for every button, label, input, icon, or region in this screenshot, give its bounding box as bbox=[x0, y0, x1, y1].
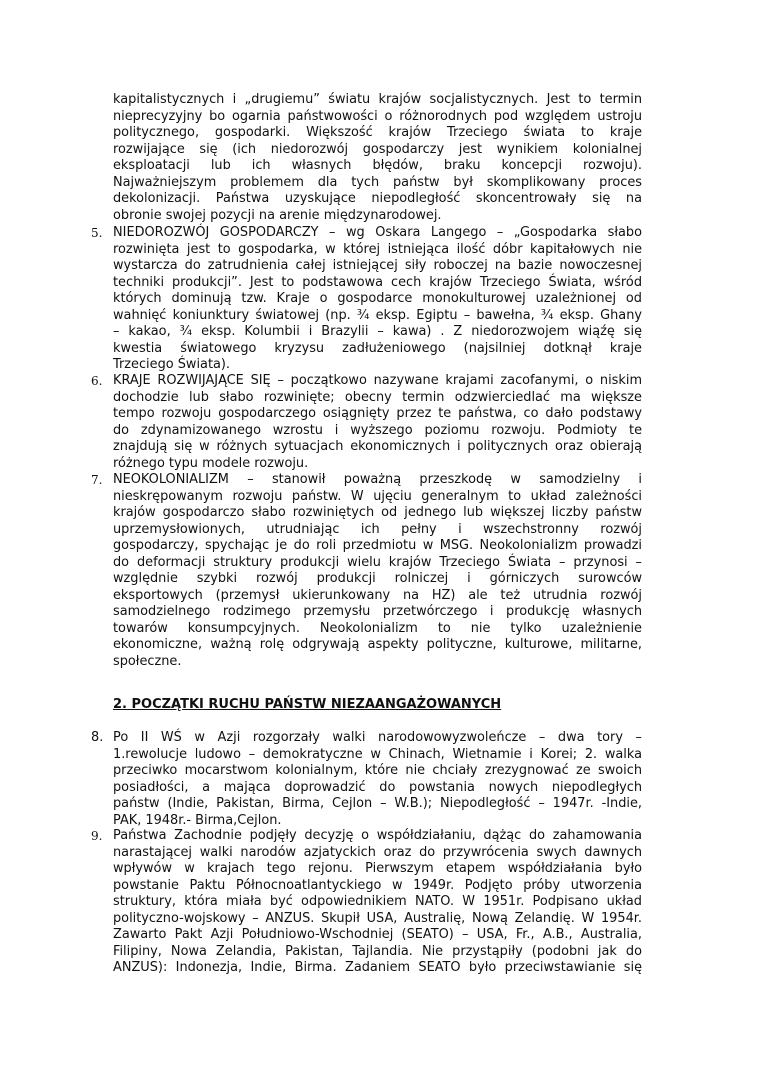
text-line: politycznego, gospodarki. Większość krajów Trzeciego świata to kraje bbox=[113, 125, 642, 140]
list-item-6 bbox=[91, 373, 642, 472]
text-line: KRAJE ROZWIJAJĄCE SIĘ – początkowo nazywane krajami zacofanymi, o niskim bbox=[113, 373, 642, 388]
text-line: kwestia światowego kryzysu zadłużeniowego (najsilniej dotknął kraje bbox=[113, 340, 642, 356]
text-line: powstanie Paktu Północnoatlantyckiego w 1949r. Podjęto próby utworzenia bbox=[113, 877, 642, 893]
text-line: różnego typu modele rozwoju. bbox=[113, 455, 309, 471]
text-line: tempo rozwoju gospodarczego osiągnięty przez te państwa, co dało podstawy bbox=[113, 406, 642, 421]
text-line: dekolonizacji. Państwa uzyskujące niepodległość skoncentrowały się na bbox=[113, 191, 642, 206]
list-item-8 bbox=[91, 730, 642, 829]
list-number: 8. bbox=[91, 730, 104, 745]
list-item-5 bbox=[91, 225, 642, 374]
section-heading: 2. POCZĄTKI RUCHU PAŃSTW NIEZAANGAŻOWANYCH bbox=[113, 697, 502, 712]
text-line: Najważniejszym problemem dla tych państw był skomplikowany proces bbox=[113, 174, 642, 190]
text-line: wahnięć koniunktury światowej (np. ¾ eksp. Egiptu – bawełna, ¾ eksp. Ghany bbox=[113, 307, 642, 323]
list-item-7 bbox=[91, 472, 642, 670]
text-line: Filipiny, Nowa Zelandia, Pakistan, Tajlandia. Nie przystąpiły (podobni jak do bbox=[113, 943, 642, 959]
text-line: polityczno-wojskowy – ANZUS. Skupił USA, Australię, Nową Zelandię. W 1954r. bbox=[113, 910, 642, 926]
text-line: posiadłości, a mająca doprowadzić do powstania nowych niepodległych bbox=[113, 779, 642, 795]
text-line: towarów konsumpcyjnych. Neokolonializm to nie tylko uzależnienie bbox=[113, 620, 642, 636]
text-line: Zawarto Pakt Azji Południowo-Wschodniej (SEATO) – USA, Fr., A.B., Australia, bbox=[113, 927, 642, 942]
text-line: przeciwko mocarstwom kolonialnym, które nie chciały zrezygnować ze swoich bbox=[113, 763, 642, 778]
text-line: wpływów w krajach tego rejonu. Pierwszym etapem współdziałania było bbox=[113, 861, 642, 876]
text-line: uprzemysłowionych, utrudniając ich pełny i wszechstronny rozwój bbox=[113, 521, 642, 537]
text-line: społeczne. bbox=[113, 653, 182, 669]
text-line: znajdują się w różnych sytuacjach ekonomicznych i politycznych oraz obierają bbox=[113, 439, 642, 454]
list-number: 5. bbox=[91, 226, 103, 240]
text-line: dochodzie lub słabo rozwinięte; obecny termin odzwierciedlać ma większe bbox=[113, 389, 642, 405]
text-line: eksportowych (przemysł ukierunkowany na HZ) ale też utrudnia rozwój bbox=[113, 587, 642, 603]
text-line: NEOKOLONIALIZM – stanowił poważną przeszkodę w samodzielny i bbox=[113, 472, 642, 487]
text-line: wystarcza do zatrudnienia całej istniejącej siły roboczej na bazie nowoczesnej bbox=[113, 258, 642, 273]
text-line: techniki produkcji”. Jest to podstawowa cech krajów Trzeciego Świata, wśród bbox=[113, 274, 642, 290]
text-line: obronie swojej pozycji na arenie międzynarodowej. bbox=[113, 207, 442, 223]
text-line: eksploatacji lub ich własnych błędów, braku koncepcji rozwoju). bbox=[113, 158, 642, 173]
text-line: narastającej walki narodów azjatyckich oraz do przywrócenia swych dawnych bbox=[113, 844, 642, 860]
text-line: kapitalistycznych i „drugiemu” światu krajów socjalistycznych. Jest to termin bbox=[113, 92, 642, 107]
text-line: NIEDOROZWÓJ GOSPODARCZY – wg Oskara Langego – „Gospodarka słabo bbox=[113, 225, 642, 240]
text-line: PAK, 1948r.- Birma,Cejlon. bbox=[113, 812, 282, 828]
text-line: do zdynamizowanego wzrostu i wyższego poziomu rozwoju. Podmioty te bbox=[113, 422, 642, 438]
list-item-9 bbox=[91, 828, 642, 977]
list-number: 6. bbox=[91, 374, 103, 388]
text-line: do deformacji struktury produkcji wielu krajów Trzeciego Świata – przynosi – bbox=[113, 554, 642, 570]
text-line: których dominują tzw. Kraje o gospodarce monokulturowej uzależnionej od bbox=[113, 291, 642, 306]
text-line: krajów gospodarczo słabo rozwiniętych od jednego lub większej liczby państw bbox=[113, 505, 642, 520]
list-item-continuation bbox=[113, 92, 642, 224]
text-line: względnie szybki rozwój produkcji rolniczej i górniczych surowców bbox=[113, 571, 642, 586]
text-line: nieprecyzyjny bo ogarnia państwowości o różnorodnych pod względem ustroju bbox=[113, 108, 642, 124]
text-line: ekonomiczne, ważną rolę odgrywają aspekty polityczne, kulturowe, militarne, bbox=[113, 637, 642, 652]
text-line: nieskrępowanym rozwoju państw. W ujęciu generalnym to układ zależności bbox=[113, 488, 642, 504]
text-line: Po II WŚ w Azji rozgorzały walki narodowowyzwoleńcze – dwa tory – bbox=[113, 730, 642, 745]
text-line: rozwijające się (ich niedorozwój gospodarczy jest wynikiem kolonialnej bbox=[113, 141, 642, 157]
text-line: ANZUS): Indonezja, Indie, Birma. Zadaniem SEATO było przeciwstawianie się bbox=[113, 960, 642, 975]
text-line: Państwa Zachodnie podjęły decyzję o współdziałaniu, dążąc do zahamowania bbox=[113, 828, 642, 843]
text-line: rozwinięta jest to gospodarka, w której istniejąca ilość dóbr kapitałowych nie bbox=[113, 241, 642, 257]
text-line: struktury, która miała być odpowiednikiem NATO. W 1951r. Podpisano układ bbox=[113, 894, 642, 909]
text-line: samodzielnego rodzimego przemysłu przetwórczego i produkcję własnych bbox=[113, 604, 642, 619]
list-number: 7. bbox=[91, 473, 103, 487]
text-line: gospodarczy, spychając je do roli przedmiotu w MSG. Neokolonializm prowadzi bbox=[113, 538, 642, 553]
text-line: państw (Indie, Pakistan, Birma, Cejlon – W.B.); Niepodległość – 1947r. -Indie, bbox=[113, 796, 642, 811]
text-line: 1.rewolucje ludowo – demokratyczne w Chinach, Wietnamie i Korei; 2. walka bbox=[113, 746, 642, 762]
text-line: Trzeciego Świata). bbox=[113, 357, 231, 372]
text-line: – kakao, ¾ eksp. Kolumbii i Brazylii – kawa) . Z niedorozwojem wiąźę się bbox=[113, 324, 642, 339]
list-number: 9. bbox=[91, 829, 103, 843]
